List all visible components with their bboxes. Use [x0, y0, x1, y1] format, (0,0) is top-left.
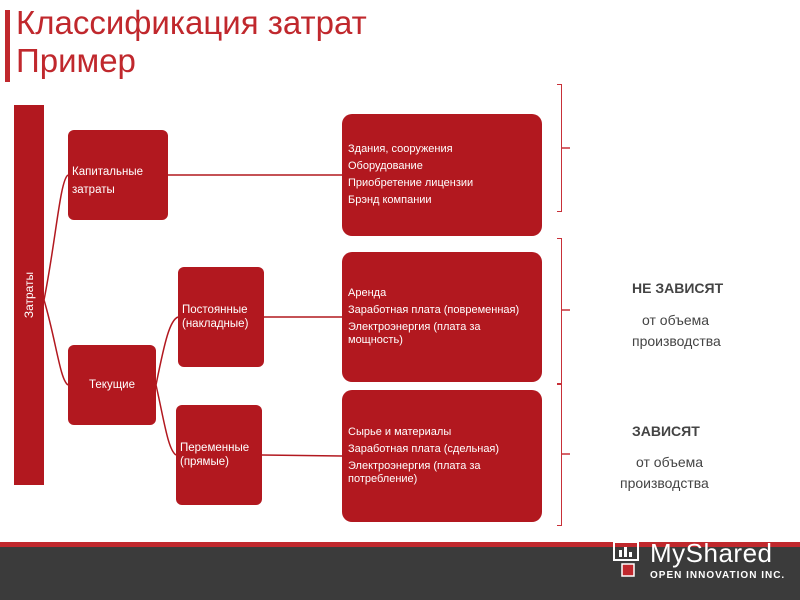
leaf-variable-item: Электроэнергия (плата за потребление)	[348, 460, 481, 485]
leaf-capital-item: Брэнд компании	[348, 194, 432, 206]
leaf-capital-item: Оборудование	[348, 160, 423, 172]
note-dependent-text: от объема производства	[620, 454, 709, 491]
title-line-2: Пример	[16, 42, 136, 79]
note-independent-head: НЕ ЗАВИСЯТ	[632, 280, 724, 296]
leaf-capital-item: Приобретение лицензии	[348, 177, 474, 189]
node-fixed-label: Постоянные (накладные)	[182, 304, 249, 330]
root-label: Затраты	[22, 271, 36, 319]
title-line-1: Классификация затрат	[16, 4, 367, 41]
node-capital-label: Капитальные затраты	[72, 166, 143, 196]
note-dependent-head: ЗАВИСЯТ	[632, 423, 700, 439]
leaf-fixed-item: Электроэнергия (плата за мощность)	[348, 321, 481, 346]
node-current-label: Текущие	[89, 379, 135, 391]
leaf-variable-item: Сырье и материалы	[348, 426, 452, 438]
node-variable-label: Переменные (прямые)	[180, 442, 250, 468]
logo-wordmark: MyShared	[650, 538, 773, 568]
leaf-fixed-item: Заработная плата (повременная)	[348, 304, 520, 316]
leaf-variable-item: Заработная плата (сдельная)	[348, 443, 500, 455]
leaf-capital-item: Здания, сооружения	[348, 143, 453, 155]
logo-subtitle: OPEN INNOVATION INC.	[650, 570, 786, 581]
leaf-fixed-item: Аренда	[348, 287, 387, 299]
note-independent-text: от объема производства	[632, 312, 721, 349]
presentation-icon	[612, 538, 642, 582]
